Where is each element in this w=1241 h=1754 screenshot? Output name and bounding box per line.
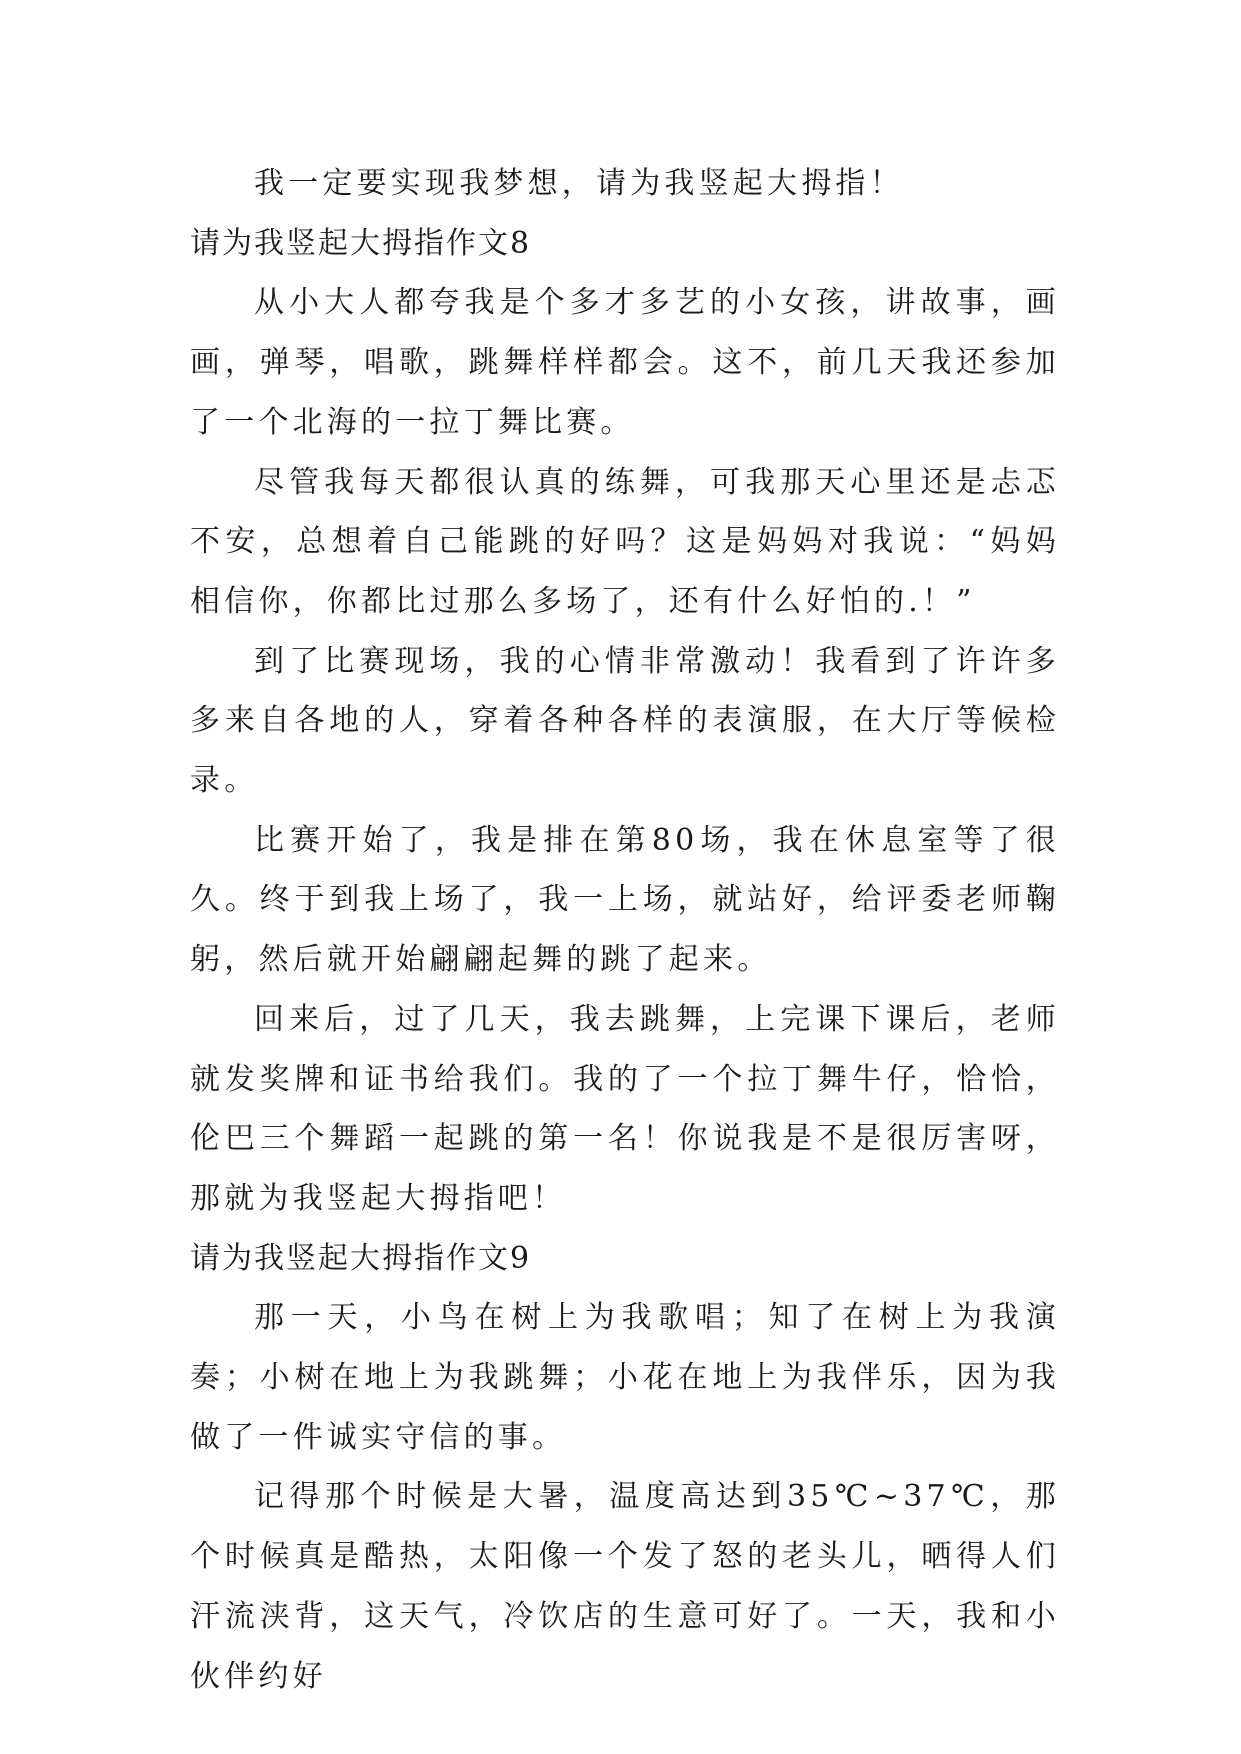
document-body: [190, 154, 1060, 1706]
paragraph: 从小大人都夸我是个多才多艺的小女孩，讲故事，画画，弹琴，唱歌，跳舞样样都会。这不，前几天我还参加了一个北海的一拉丁舞比赛。: [190, 285, 1060, 440]
paragraph: 那一天，小鸟在树上为我歌唱；知了在树上为我演奏；小树在地上为我跳舞；小花在地上为我伴乐，因为我做了一件诚实守信的事。: [190, 1300, 1060, 1455]
paragraph: 回来后，过了几天，我去跳舞，上完课下课后，老师就发奖牌和证书给我们。我的了一个拉丁舞牛仔，恰恰，伦巴三个舞蹈一起跳的第一名！你说我是不是很厉害呀，那就为我竖起大拇指吧！: [190, 1001, 1060, 1216]
paragraph: 比赛开始了，我是排在第80场，我在休息室等了很久。终于到我上场了，我一上场，就站好，给评委老师鞠躬，然后就开始翩翩起舞的跳了起来。: [190, 822, 1060, 978]
paragraph: 我一定要实现我梦想，请为我竖起大拇指！: [254, 166, 904, 201]
section-heading: 请为我竖起大拇指作文9: [190, 1240, 532, 1276]
paragraph: 尽管我每天都很认真的练舞，可我那天心里还是忐忑不安，总想着自己能跳的好吗？这是妈妈对我说：“妈妈相信你，你都比过那么多场了，还有什么好怕的.！”: [190, 464, 1060, 619]
paragraph: 记得那个时候是大暑，温度高达到35℃~37℃，那个时候真是酷热，太阳像一个发了怒的老头儿，晒得人们汗流浃背，这天气，冷饮店的生意可好了。一天，我和小伙伴约好: [190, 1479, 1060, 1694]
paragraph: 到了比赛现场，我的心情非常激动！我看到了许许多多来自各地的人，穿着各种各样的表演服，在大厅等候检录。: [190, 643, 1060, 799]
section-heading: 请为我竖起大拇指作文8: [190, 225, 532, 261]
